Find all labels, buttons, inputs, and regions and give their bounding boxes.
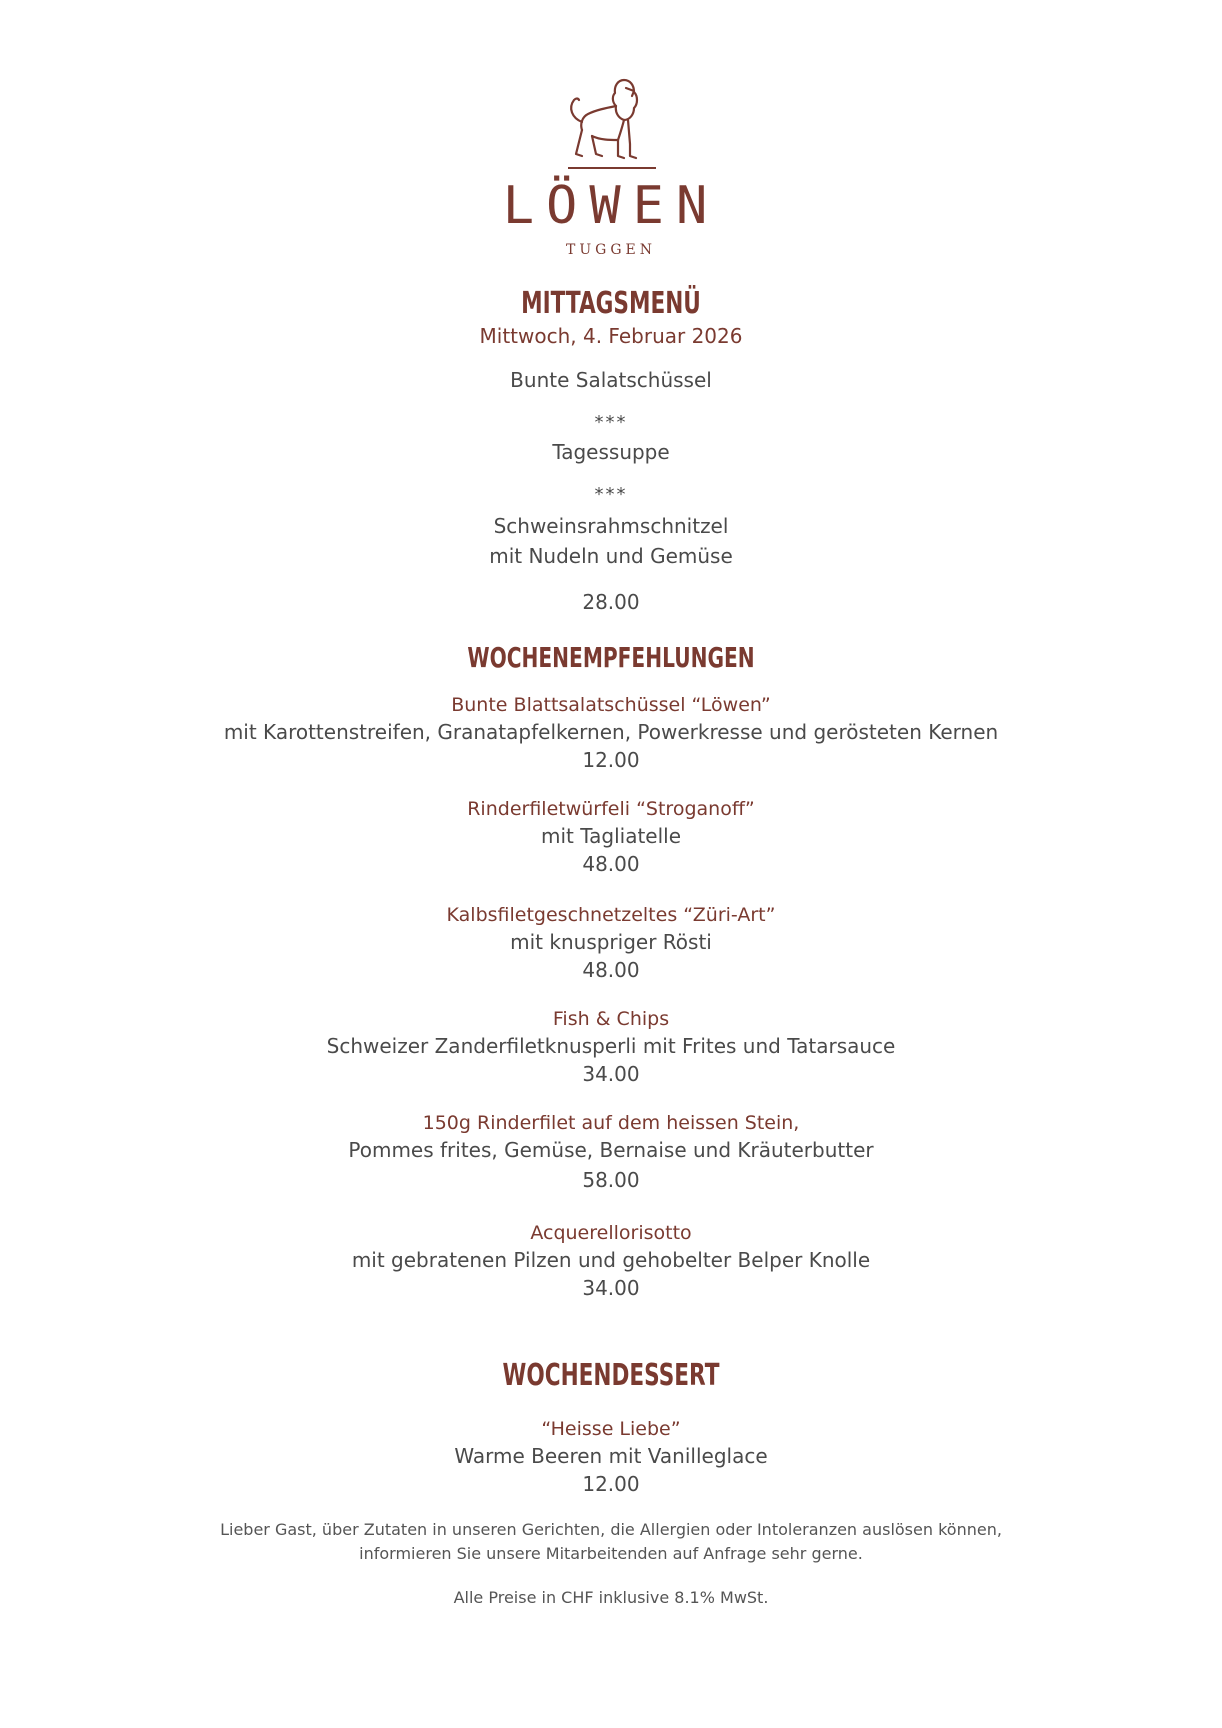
dish-description: mit gebratenen Pilzen und gehobelter Belper Knolle [351,1248,871,1272]
dessert-name: “Heisse Liebe” [541,1418,681,1440]
brand-location: TUGGEN [566,242,656,258]
dish-name: Bunte Blattsalatschüssel “Löwen” [451,694,771,716]
dish-name: Kalbsfiletgeschnetzeltes “Züri-Art” [446,904,776,926]
lunch-main-line1: Schweinsrahmschnitzel [493,514,729,538]
lunch-date: Mittwoch, 4. Februar 2026 [479,324,743,348]
allergy-note-line2: informieren Sie unsere Mitarbeitenden auf Anfrage sehr gerne. [359,1544,863,1563]
dish-description: mit knuspriger Rösti [510,930,712,954]
dessert-description: Warme Beeren mit Vanilleglace [454,1444,768,1468]
lunch-price: 28.00 [582,590,640,614]
lunch-soup: Tagessuppe [552,440,670,464]
dish-price: 48.00 [582,852,640,876]
dish-description: mit Karottenstreifen, Granatapfelkernen, Powerkresse und gerösteten Kernen [223,720,999,744]
dish-price: 48.00 [582,958,640,982]
prices-note: Alle Preise in CHF inklusive 8.1% MwSt. [453,1588,769,1607]
separator: *** [594,484,628,505]
dessert-price: 12.00 [582,1472,640,1496]
dish-description: Pommes frites, Gemüse, Bernaise und Kräuterbutter [348,1138,874,1162]
dish-description: Schweizer Zanderfiletknusperli mit Frites und Tatarsauce [326,1034,896,1058]
dish-price: 34.00 [582,1062,640,1086]
lunch-title: MITTAGSMENÜ [521,286,701,321]
dessert-title: WOCHENDESSERT [502,1358,720,1393]
lunch-main-line2: mit Nudeln und Gemüse [489,544,733,568]
dish-price: 34.00 [582,1276,640,1300]
separator: *** [594,412,628,433]
dish-name: Fish & Chips [552,1008,670,1030]
brand-wordmark: LÖWEN [502,176,720,236]
lion-logo-icon [562,74,662,170]
dish-price: 58.00 [582,1168,640,1192]
lunch-salad: Bunte Salatschüssel [510,368,712,392]
dish-name: Rinderfiletwürfeli “Stroganoff” [467,798,755,820]
dish-description: mit Tagliatelle [540,824,682,848]
dish-price: 12.00 [582,748,640,772]
dish-name: 150g Rinderfilet auf dem heissen Stein, [422,1112,800,1134]
weekly-title: WOCHENEMPFEHLUNGEN [467,641,755,674]
allergy-note-line1: Lieber Gast, über Zutaten in unseren Gerichten, die Allergien oder Intoleranzen auslösen können, [220,1520,1002,1539]
dish-name: Acquerellorisotto [530,1222,692,1244]
